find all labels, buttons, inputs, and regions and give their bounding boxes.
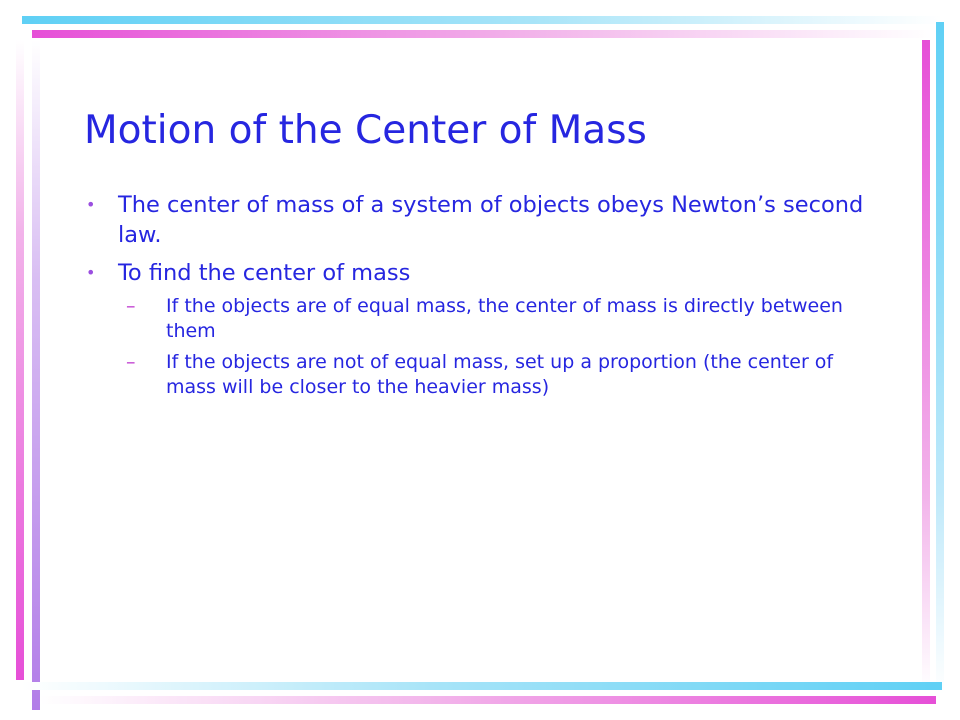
sub-bullet-text: If the objects are of equal mass, the center of mass is directly between them bbox=[166, 295, 843, 342]
sub-bullet-text: If the objects are not of equal mass, set up a proportion (the center of mass will be closer to the heavier mass) bbox=[166, 351, 834, 398]
frame-bar-left-lavender bbox=[32, 40, 40, 710]
slide-title: Motion of the Center of Mass bbox=[84, 108, 647, 153]
bullet-text: To find the center of mass bbox=[118, 260, 411, 286]
bullet-text: The center of mass of a system of objects obeys Newton’s second law. bbox=[118, 192, 864, 248]
frame-bar-top-magenta bbox=[32, 30, 932, 38]
frame-bar-bottom-magenta bbox=[40, 696, 936, 704]
bullet-item bbox=[80, 258, 880, 400]
frame-bar-left-magenta bbox=[16, 40, 24, 680]
bullet-marker: • bbox=[86, 263, 96, 282]
bullet-item bbox=[80, 190, 880, 250]
sub-bullet-item bbox=[118, 294, 880, 344]
bullet-list bbox=[80, 190, 880, 408]
bullet-marker: • bbox=[86, 195, 96, 214]
sub-bullet-item bbox=[118, 350, 880, 400]
sub-bullet-list bbox=[118, 294, 880, 400]
frame-bar-right-cyan bbox=[936, 22, 944, 694]
frame-bar-bottom-cyan bbox=[22, 682, 942, 690]
dash-marker: – bbox=[126, 351, 136, 373]
dash-marker: – bbox=[126, 295, 136, 317]
frame-bar-top-cyan bbox=[22, 16, 942, 24]
frame-bar-right-magenta bbox=[922, 40, 930, 690]
